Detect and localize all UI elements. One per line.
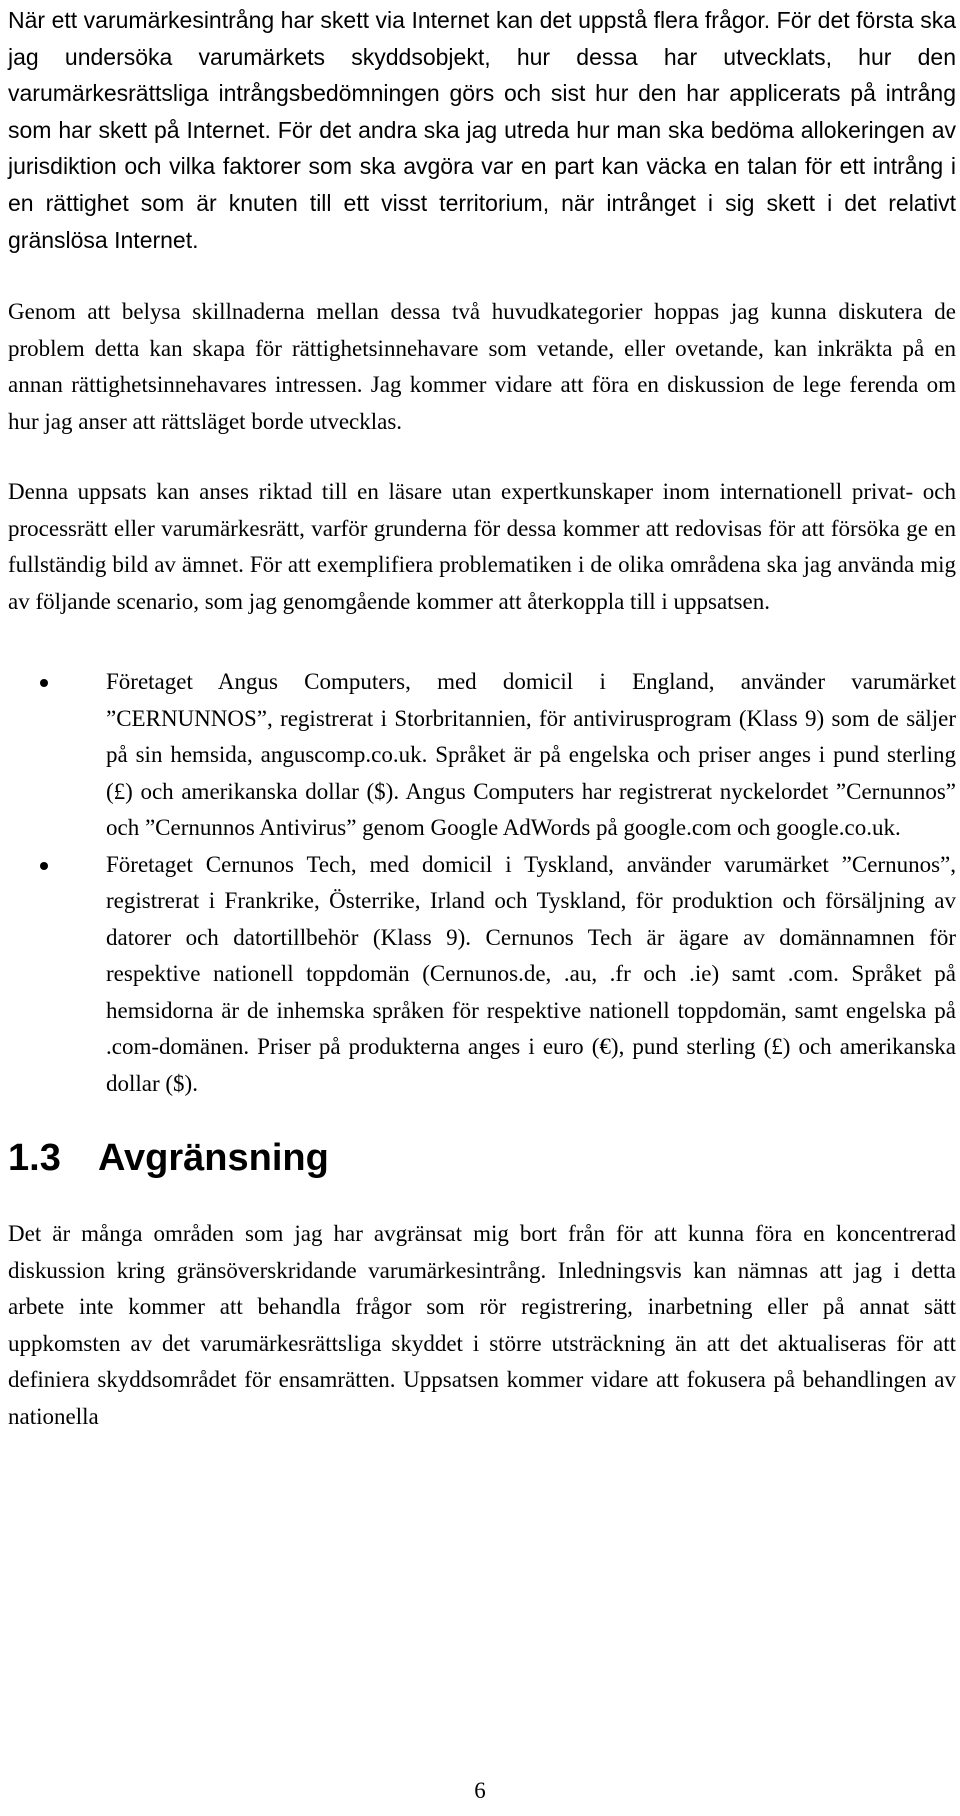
page-number: 6 [474,1778,486,1803]
list-item-text: Företaget Cernunos Tech, med domicil i Tyskland, använder varumärket ”Cernunos”, registrerat i Frankrike, Österrike, Irland och Tyskland, för produktion och försäljning av datorer och datortillbehör (Klass 9). Cernunos Tech är ägare av domännamnen för respektive nationell toppdomän (Cernunos.de, .au, .fr och .ie) samt .com. Språket på hemsidorna är de inhemska språken för respektive nationell toppdomän, samt engelska på .com-domänen. Priser på produkterna anges i euro (€), pund sterling (£) och amerikanska dollar ($). [106,851,956,1096]
paragraph-audience-scenario: Denna uppsats kan anses riktad till en läsare utan expertkunskaper inom internationell privat- och processrätt eller varumärkesrätt, varför grunderna för dessa kommer att redovisas för att försöka ge en fullständig bild av ämnet. För att exemplifiera problematiken i de olika områdena ska jag använda mig av följande scenario, som jag genomgående kommer att återkoppla till i uppsatsen. [8,479,956,614]
scenario-bullet-list [8,664,956,1102]
list-item [8,847,956,1103]
bullet-icon [40,862,48,870]
section-title: Avgränsning [98,1137,329,1180]
list-item [8,664,956,847]
paragraph-delimitation: Det är många områden som jag har avgränsat mig bort från för att kunna föra en koncentrerad diskussion kring gränsöverskridande varumärkesintrång. Inledningsvis kan nämnas att jag i detta arbete inte kommer att behandla frågor som rör registrering, inarbetning eller på annat sätt uppkomsten av det varumärkesrättsliga skyddet i större utsträckning än att det aktualiseras för att definiera skyddsområdet för ensamrätten. Uppsatsen kommer vidare att fokusera på behandlingen av nationella [8,1221,956,1429]
section-number: 1.3 [8,1137,61,1180]
section-heading [8,1128,956,1188]
paragraph-intro-questions: När ett varumärkesintrång har skett via Internet kan det uppstå flera frågor. För det första ska jag undersöka varumärkets skyddsobjekt, hur dessa har utvecklats, hur den varumärkesrättsliga intrångsbedömningen görs och sist hur den har applicerats på intrång som har skett på Internet. För det andra ska jag utreda hur man ska bedöma allokeringen av jurisdiktion och vilka faktorer som ska avgöra var en part kan väcka en talan för ett intrång i en rättighet som är knuten till ett visst territorium, när intrånget i sig skett i det relativt gränslösa Internet. [8,7,956,253]
list-item-text: Företaget Angus Computers, med domicil i England, använder varumärket ”CERNUNNOS”, registrerat i Storbritannien, för antivirusprogram (Klass 9) som de säljer på sin hemsida, anguscomp.co.uk. Språket är på engelska och priser anges i pund sterling (£) och amerikanska dollar ($). Angus Computers har registrerat nyckelordet ”Cernunnos” och ”Cernunnos Antivirus” genom Google AdWords på google.com och google.co.uk. [106,669,956,841]
paragraph-purpose: Genom att belysa skillnaderna mellan dessa två huvudkategorier hoppas jag kunna diskutera de problem detta kan skapa för rättighetsinnehavare som vetande, eller ovetande, kan inkräkta på en annan rättighetsinnehavares intressen. Jag kommer vidare att föra en diskussion de lege ferenda om hur jag anser att rättsläget borde utvecklas. [8,299,956,434]
document-body [8,2,956,1435]
bullet-icon [40,679,48,687]
